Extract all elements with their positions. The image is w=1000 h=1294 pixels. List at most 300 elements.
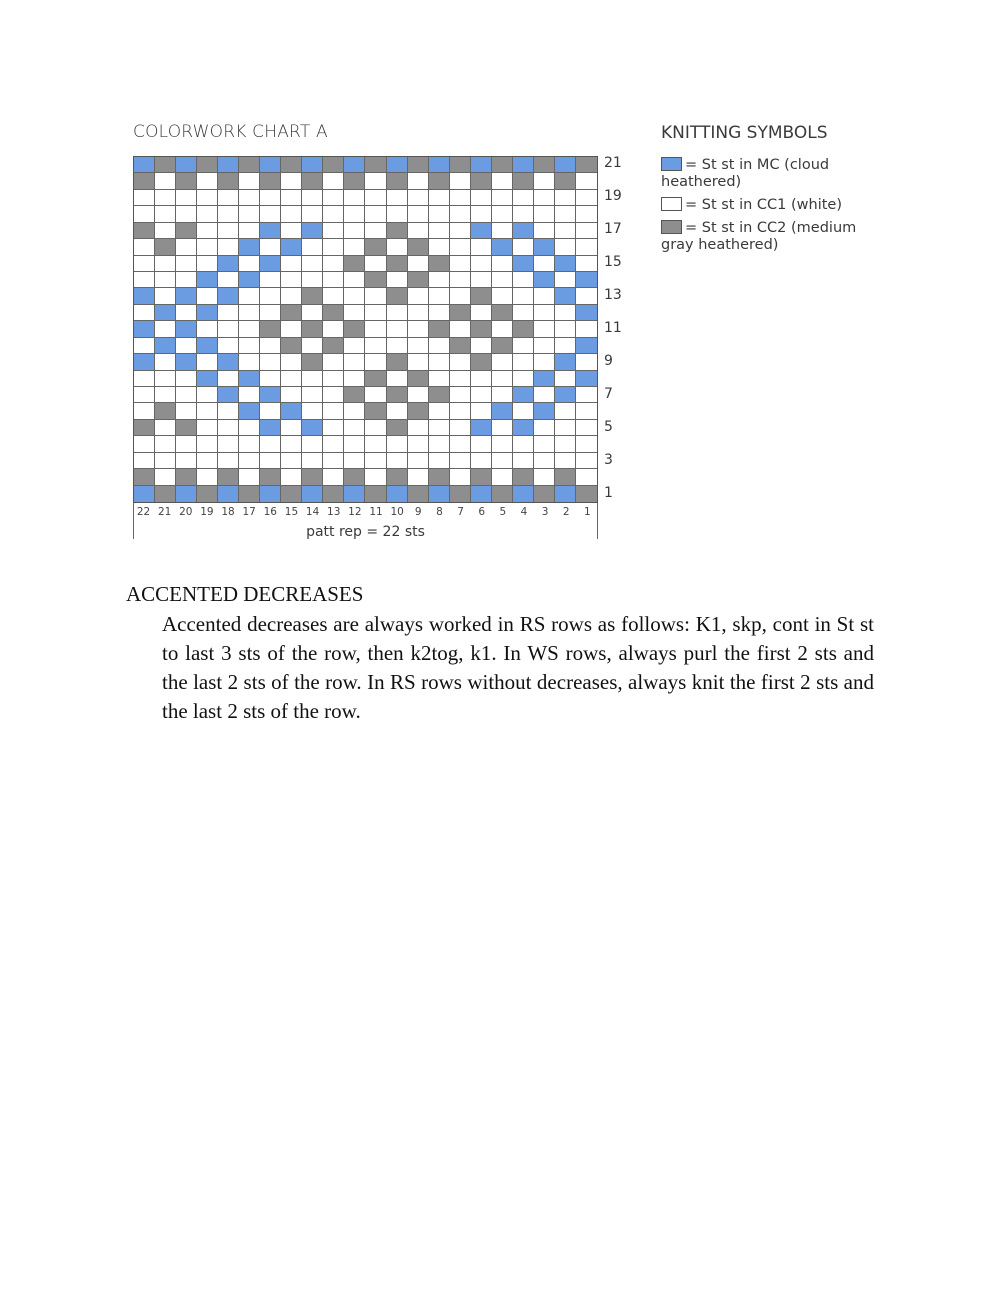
chart-cell-row5-st7 (450, 420, 471, 436)
chart-cell-row21-st21 (155, 157, 176, 173)
chart-cell-row10-st4 (513, 338, 534, 354)
chart-cell-row8-st22 (134, 371, 155, 387)
chart-cell-row19-st8 (429, 190, 450, 206)
chart-cell-row20-st15 (281, 173, 302, 189)
row-label: 7 (604, 386, 613, 403)
chart-cell-row7-st16 (260, 387, 281, 403)
chart-cell-row2-st20 (176, 469, 197, 485)
chart-cell-row5-st20 (176, 420, 197, 436)
chart-cell-row11-st1 (576, 321, 597, 337)
column-label: 17 (242, 506, 256, 518)
chart-cell-row1-st8 (429, 486, 450, 502)
chart-cell-row12-st1 (576, 305, 597, 321)
chart-cell-row20-st3 (534, 173, 555, 189)
chart-cell-row9-st1 (576, 354, 597, 370)
chart-cell-row16-st8 (429, 239, 450, 255)
chart-cell-row18-st17 (239, 206, 260, 222)
chart-cell-row16-st3 (534, 239, 555, 255)
chart-cell-row6-st6 (471, 403, 492, 419)
chart-cell-row14-st18 (218, 272, 239, 288)
cc2-swatch (661, 220, 682, 234)
chart-cell-row21-st9 (408, 157, 429, 173)
chart-cell-row1-st21 (155, 486, 176, 502)
chart-cell-row1-st7 (450, 486, 471, 502)
chart-cell-row10-st8 (429, 338, 450, 354)
chart-cell-row13-st7 (450, 288, 471, 304)
chart-cell-row5-st6 (471, 420, 492, 436)
chart-cell-row3-st18 (218, 453, 239, 469)
chart-cell-row15-st12 (344, 256, 365, 272)
legend-item-cc1 (661, 197, 891, 214)
chart-cell-row1-st13 (323, 486, 344, 502)
chart-cell-row13-st2 (555, 288, 576, 304)
chart-cell-row12-st15 (281, 305, 302, 321)
column-label: 16 (263, 506, 277, 518)
chart-cell-row4-st9 (408, 436, 429, 452)
chart-cell-row14-st19 (197, 272, 218, 288)
chart-cell-row11-st6 (471, 321, 492, 337)
chart-cell-row3-st14 (302, 453, 323, 469)
cc1-swatch (661, 197, 682, 211)
chart-cell-row11-st8 (429, 321, 450, 337)
chart-cell-row7-st4 (513, 387, 534, 403)
chart-cell-row13-st20 (176, 288, 197, 304)
chart-cell-row17-st5 (492, 223, 513, 239)
chart-cell-row21-st20 (176, 157, 197, 173)
chart-cell-row14-st10 (387, 272, 408, 288)
chart-cell-row12-st16 (260, 305, 281, 321)
chart-cell-row4-st14 (302, 436, 323, 452)
chart-cell-row3-st8 (429, 453, 450, 469)
chart-cell-row20-st10 (387, 173, 408, 189)
chart-cell-row14-st9 (408, 272, 429, 288)
row-label: 9 (604, 353, 613, 370)
chart-cell-row2-st8 (429, 469, 450, 485)
chart-cell-row10-st7 (450, 338, 471, 354)
chart-cell-row9-st15 (281, 354, 302, 370)
chart-cell-row20-st6 (471, 173, 492, 189)
chart-cell-row18-st14 (302, 206, 323, 222)
chart-cell-row6-st22 (134, 403, 155, 419)
chart-cell-row9-st4 (513, 354, 534, 370)
chart-cell-row9-st9 (408, 354, 429, 370)
chart-cell-row15-st2 (555, 256, 576, 272)
chart-cell-row20-st21 (155, 173, 176, 189)
chart-cell-row8-st10 (387, 371, 408, 387)
chart-cell-row4-st12 (344, 436, 365, 452)
chart-cell-row18-st16 (260, 206, 281, 222)
chart-cell-row20-st14 (302, 173, 323, 189)
chart-cell-row17-st11 (365, 223, 386, 239)
chart-cell-row10-st3 (534, 338, 555, 354)
chart-cell-row2-st12 (344, 469, 365, 485)
chart-cell-row14-st11 (365, 272, 386, 288)
chart-cell-row10-st5 (492, 338, 513, 354)
chart-cell-row17-st8 (429, 223, 450, 239)
chart-cell-row2-st16 (260, 469, 281, 485)
chart-cell-row3-st9 (408, 453, 429, 469)
chart-cell-row1-st2 (555, 486, 576, 502)
chart-cell-row10-st12 (344, 338, 365, 354)
chart-cell-row6-st7 (450, 403, 471, 419)
chart-cell-row16-st10 (387, 239, 408, 255)
chart-cell-row10-st1 (576, 338, 597, 354)
chart-cell-row13-st18 (218, 288, 239, 304)
chart-cell-row14-st5 (492, 272, 513, 288)
chart-cell-row9-st2 (555, 354, 576, 370)
column-label: 21 (157, 506, 172, 518)
chart-cell-row8-st14 (302, 371, 323, 387)
row-label: 3 (604, 452, 613, 469)
chart-cell-row13-st8 (429, 288, 450, 304)
row-label: 21 (604, 155, 622, 171)
chart-cell-row12-st3 (534, 305, 555, 321)
chart-cell-row15-st11 (365, 256, 386, 272)
chart-cell-row12-st20 (176, 305, 197, 321)
chart-cell-row19-st16 (260, 190, 281, 206)
chart-cell-row16-st18 (218, 239, 239, 255)
chart-cell-row3-st12 (344, 453, 365, 469)
chart-cell-row14-st22 (134, 272, 155, 288)
chart-cell-row12-st9 (408, 305, 429, 321)
column-label: 18 (221, 506, 235, 518)
chart-cell-row16-st2 (555, 239, 576, 255)
chart-cell-row9-st8 (429, 354, 450, 370)
chart-cell-row21-st12 (344, 157, 365, 173)
chart-cell-row15-st16 (260, 256, 281, 272)
chart-cell-row21-st19 (197, 157, 218, 173)
chart-cell-row17-st12 (344, 223, 365, 239)
chart-cell-row19-st21 (155, 190, 176, 206)
chart-cell-row13-st19 (197, 288, 218, 304)
chart-cell-row4-st15 (281, 436, 302, 452)
chart-cell-row18-st4 (513, 206, 534, 222)
chart-cell-row8-st7 (450, 371, 471, 387)
chart-cell-row3-st13 (323, 453, 344, 469)
chart-cell-row15-st3 (534, 256, 555, 272)
chart-cell-row17-st7 (450, 223, 471, 239)
chart-cell-row7-st18 (218, 387, 239, 403)
chart-cell-row12-st21 (155, 305, 176, 321)
chart-cell-row13-st12 (344, 288, 365, 304)
chart-cell-row19-st2 (555, 190, 576, 206)
chart-cell-row13-st9 (408, 288, 429, 304)
chart-cell-row20-st9 (408, 173, 429, 189)
chart-cell-row3-st19 (197, 453, 218, 469)
chart-cell-row16-st12 (344, 239, 365, 255)
chart-cell-row16-st13 (323, 239, 344, 255)
chart-cell-row21-st2 (555, 157, 576, 173)
chart-cell-row12-st4 (513, 305, 534, 321)
chart-cell-row1-st20 (176, 486, 197, 502)
chart-cell-row3-st1 (576, 453, 597, 469)
chart-cell-row4-st22 (134, 436, 155, 452)
chart-cell-row15-st1 (576, 256, 597, 272)
chart-cell-row7-st21 (155, 387, 176, 403)
chart-cell-row19-st13 (323, 190, 344, 206)
column-label: 14 (305, 506, 320, 518)
chart-cell-row4-st11 (365, 436, 386, 452)
chart-cell-row16-st15 (281, 239, 302, 255)
chart-cell-row12-st5 (492, 305, 513, 321)
chart-cell-row6-st3 (534, 403, 555, 419)
chart-cell-row9-st20 (176, 354, 197, 370)
colorwork-chart-grid (133, 156, 598, 503)
chart-cell-row17-st10 (387, 223, 408, 239)
chart-cell-row15-st22 (134, 256, 155, 272)
chart-cell-row8-st20 (176, 371, 197, 387)
chart-cell-row18-st2 (555, 206, 576, 222)
chart-cell-row20-st8 (429, 173, 450, 189)
row-label: 19 (604, 188, 622, 205)
chart-cell-row5-st4 (513, 420, 534, 436)
chart-cell-row15-st10 (387, 256, 408, 272)
chart-cell-row21-st16 (260, 157, 281, 173)
chart-cell-row12-st18 (218, 305, 239, 321)
chart-cell-row13-st1 (576, 288, 597, 304)
chart-cell-row8-st9 (408, 371, 429, 387)
chart-cell-row19-st4 (513, 190, 534, 206)
chart-cell-row10-st2 (555, 338, 576, 354)
chart-cell-row9-st3 (534, 354, 555, 370)
chart-cell-row14-st16 (260, 272, 281, 288)
chart-cell-row12-st14 (302, 305, 323, 321)
chart-cell-row13-st10 (387, 288, 408, 304)
chart-cell-row12-st2 (555, 305, 576, 321)
chart-cell-row1-st18 (218, 486, 239, 502)
chart-cell-row6-st15 (281, 403, 302, 419)
chart-cell-row17-st21 (155, 223, 176, 239)
chart-cell-row9-st7 (450, 354, 471, 370)
chart-cell-row18-st3 (534, 206, 555, 222)
chart-cell-row7-st5 (492, 387, 513, 403)
chart-cell-row16-st17 (239, 239, 260, 255)
chart-cell-row5-st14 (302, 420, 323, 436)
column-label: 10 (390, 506, 404, 518)
chart-cell-row17-st16 (260, 223, 281, 239)
chart-cell-row5-st15 (281, 420, 302, 436)
chart-cell-row14-st15 (281, 272, 302, 288)
chart-cell-row2-st13 (323, 469, 344, 485)
chart-cell-row10-st18 (218, 338, 239, 354)
chart-cell-row8-st3 (534, 371, 555, 387)
chart-cell-row17-st9 (408, 223, 429, 239)
chart-cell-row17-st6 (471, 223, 492, 239)
row-label: 1 (604, 485, 613, 502)
chart-cell-row15-st15 (281, 256, 302, 272)
chart-cell-row10-st17 (239, 338, 260, 354)
chart-cell-row7-st22 (134, 387, 155, 403)
chart-cell-row18-st18 (218, 206, 239, 222)
chart-cell-row17-st18 (218, 223, 239, 239)
chart-cell-row5-st10 (387, 420, 408, 436)
chart-cell-row19-st6 (471, 190, 492, 206)
chart-cell-row19-st18 (218, 190, 239, 206)
chart-cell-row14-st14 (302, 272, 323, 288)
chart-cell-row9-st17 (239, 354, 260, 370)
chart-cell-row11-st21 (155, 321, 176, 337)
chart-cell-row7-st1 (576, 387, 597, 403)
chart-cell-row13-st15 (281, 288, 302, 304)
chart-cell-row9-st21 (155, 354, 176, 370)
chart-cell-row17-st13 (323, 223, 344, 239)
chart-cell-row13-st22 (134, 288, 155, 304)
chart-cell-row7-st17 (239, 387, 260, 403)
chart-cell-row7-st12 (344, 387, 365, 403)
chart-cell-row14-st3 (534, 272, 555, 288)
chart-cell-row10-st9 (408, 338, 429, 354)
chart-cell-row5-st3 (534, 420, 555, 436)
chart-cell-row11-st16 (260, 321, 281, 337)
chart-cell-row14-st21 (155, 272, 176, 288)
chart-cell-row3-st7 (450, 453, 471, 469)
chart-cell-row6-st20 (176, 403, 197, 419)
chart-cell-row2-st1 (576, 469, 597, 485)
chart-cell-row4-st6 (471, 436, 492, 452)
chart-cell-row2-st11 (365, 469, 386, 485)
chart-cell-row21-st22 (134, 157, 155, 173)
chart-cell-row9-st6 (471, 354, 492, 370)
chart-cell-row13-st21 (155, 288, 176, 304)
chart-cell-row18-st22 (134, 206, 155, 222)
chart-cell-row3-st15 (281, 453, 302, 469)
chart-cell-row11-st19 (197, 321, 218, 337)
chart-cell-row21-st14 (302, 157, 323, 173)
chart-cell-row17-st22 (134, 223, 155, 239)
chart-cell-row7-st20 (176, 387, 197, 403)
row-label: 11 (604, 320, 622, 337)
chart-cell-row4-st17 (239, 436, 260, 452)
chart-cell-row14-st2 (555, 272, 576, 288)
chart-cell-row6-st18 (218, 403, 239, 419)
column-label: 12 (348, 506, 362, 518)
chart-cell-row16-st20 (176, 239, 197, 255)
chart-cell-row3-st17 (239, 453, 260, 469)
chart-cell-row2-st21 (155, 469, 176, 485)
chart-cell-row9-st10 (387, 354, 408, 370)
chart-cell-row7-st9 (408, 387, 429, 403)
chart-cell-row8-st12 (344, 371, 365, 387)
chart-cell-row15-st14 (302, 256, 323, 272)
chart-cell-row15-st7 (450, 256, 471, 272)
chart-cell-row10-st20 (176, 338, 197, 354)
chart-cell-row16-st14 (302, 239, 323, 255)
chart-cell-row18-st21 (155, 206, 176, 222)
column-label: 20 (179, 506, 193, 518)
chart-cell-row6-st12 (344, 403, 365, 419)
chart-cell-row9-st19 (197, 354, 218, 370)
chart-cell-row2-st4 (513, 469, 534, 485)
chart-cell-row18-st15 (281, 206, 302, 222)
chart-cell-row19-st3 (534, 190, 555, 206)
chart-cell-row12-st6 (471, 305, 492, 321)
chart-cell-row11-st7 (450, 321, 471, 337)
legend-title: KNITTING SYMBOLS (661, 123, 828, 143)
chart-cell-row2-st15 (281, 469, 302, 485)
row-label: 13 (604, 287, 622, 304)
chart-cell-row15-st8 (429, 256, 450, 272)
chart-cell-row2-st22 (134, 469, 155, 485)
chart-cell-row14-st4 (513, 272, 534, 288)
chart-cell-row19-st1 (576, 190, 597, 206)
chart-cell-row6-st17 (239, 403, 260, 419)
chart-cell-row16-st5 (492, 239, 513, 255)
row-label: 15 (604, 254, 622, 271)
chart-cell-row7-st8 (429, 387, 450, 403)
chart-cell-row20-st11 (365, 173, 386, 189)
row-label: 17 (604, 221, 622, 238)
chart-cell-row8-st2 (555, 371, 576, 387)
chart-cell-row18-st20 (176, 206, 197, 222)
chart-cell-row8-st5 (492, 371, 513, 387)
chart-cell-row20-st12 (344, 173, 365, 189)
chart-cell-row16-st7 (450, 239, 471, 255)
chart-cell-row4-st10 (387, 436, 408, 452)
chart-cell-row5-st19 (197, 420, 218, 436)
chart-cell-row20-st22 (134, 173, 155, 189)
chart-cell-row11-st12 (344, 321, 365, 337)
chart-cell-row21-st4 (513, 157, 534, 173)
chart-cell-row8-st15 (281, 371, 302, 387)
chart-cell-row3-st6 (471, 453, 492, 469)
chart-cell-row6-st13 (323, 403, 344, 419)
chart-cell-row14-st13 (323, 272, 344, 288)
chart-cell-row14-st1 (576, 272, 597, 288)
chart-cell-row21-st17 (239, 157, 260, 173)
chart-cell-row6-st5 (492, 403, 513, 419)
chart-cell-row11-st3 (534, 321, 555, 337)
chart-cell-row5-st17 (239, 420, 260, 436)
chart-cell-row19-st10 (387, 190, 408, 206)
chart-cell-row19-st9 (408, 190, 429, 206)
chart-cell-row13-st11 (365, 288, 386, 304)
chart-cell-row9-st11 (365, 354, 386, 370)
chart-cell-row19-st19 (197, 190, 218, 206)
chart-cell-row7-st3 (534, 387, 555, 403)
chart-cell-row3-st10 (387, 453, 408, 469)
legend-item-cc2 (661, 220, 891, 254)
column-label: 3 (541, 506, 549, 518)
chart-cell-row8-st21 (155, 371, 176, 387)
chart-cell-row17-st2 (555, 223, 576, 239)
chart-cell-row11-st22 (134, 321, 155, 337)
chart-cell-row4-st5 (492, 436, 513, 452)
chart-cell-row19-st14 (302, 190, 323, 206)
chart-cell-row21-st8 (429, 157, 450, 173)
chart-cell-row4-st8 (429, 436, 450, 452)
chart-cell-row5-st13 (323, 420, 344, 436)
section-body: Accented decreases are always worked in RS rows as follows: K1, skp, cont in St st to last 3 sts of the row, then k2tog, k1. In WS rows, always purl the first 2 sts and the last 2 sts of the row. In RS rows without decreases, always knit the first 2 sts and the last 2 sts of the row. (162, 612, 874, 723)
chart-cell-row18-st12 (344, 206, 365, 222)
chart-cell-row5-st11 (365, 420, 386, 436)
chart-cell-row15-st19 (197, 256, 218, 272)
chart-cell-row9-st22 (134, 354, 155, 370)
chart-cell-row9-st16 (260, 354, 281, 370)
chart-cell-row13-st3 (534, 288, 555, 304)
chart-cell-row4-st19 (197, 436, 218, 452)
chart-cell-row19-st15 (281, 190, 302, 206)
column-label: 4 (520, 506, 528, 518)
chart-cell-row3-st4 (513, 453, 534, 469)
chart-cell-row4-st4 (513, 436, 534, 452)
column-label: 7 (457, 506, 464, 518)
chart-cell-row7-st15 (281, 387, 302, 403)
chart-cell-row15-st5 (492, 256, 513, 272)
chart-cell-row20-st19 (197, 173, 218, 189)
chart-cell-row20-st13 (323, 173, 344, 189)
mc-swatch (661, 157, 682, 171)
chart-cell-row4-st2 (555, 436, 576, 452)
